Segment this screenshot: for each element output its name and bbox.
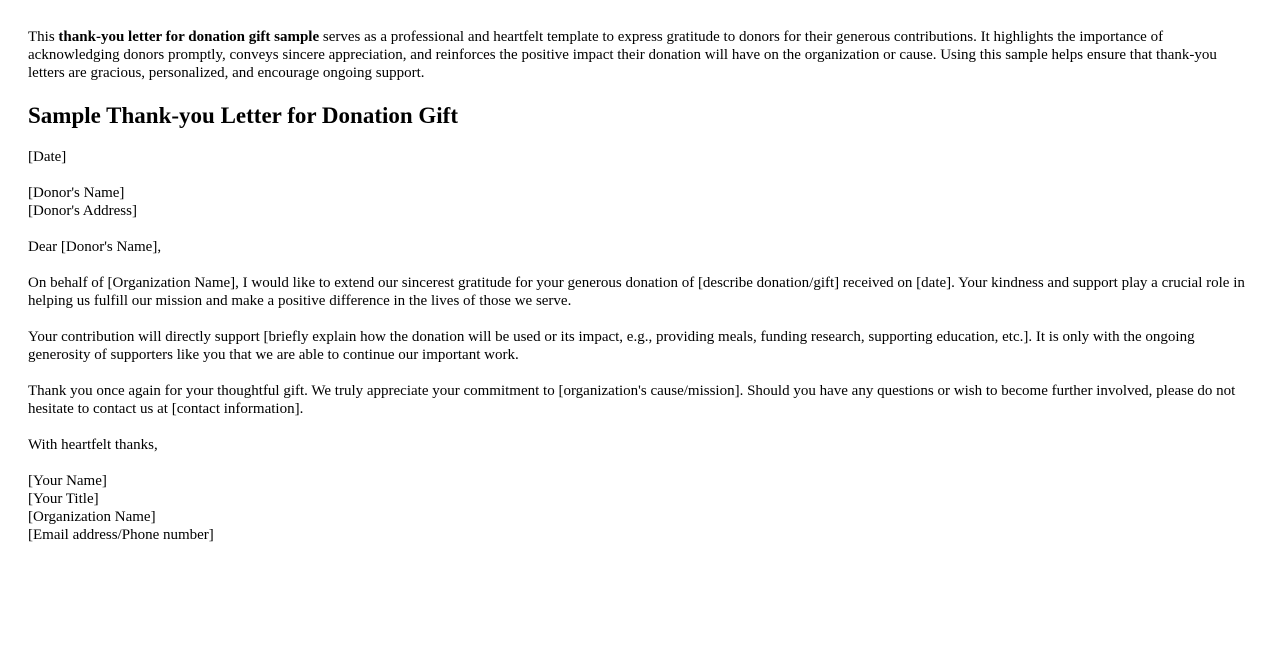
letter-paragraph-3: Thank you once again for your thoughtful gift. We truly appreciate your commitment to [organization's cause/mission]. Should you have any questions or wish to become further involved, please do not hesitate to contact us at [contact information].: [28, 383, 1236, 417]
donor-block: [28, 184, 1250, 220]
letter-paragraph-1: On behalf of [Organization Name], I would like to extend our sincerest gratitude for your generous donation of [describe donation/gift] received on [date]. Your kindness and support play a crucial role in helping us fulfill our mission and make a positive difference in the lives of those we serve.: [28, 275, 1245, 309]
signature-title: [Your Title]: [28, 491, 99, 507]
letter-closing: With heartfelt thanks,: [28, 437, 158, 453]
signature-contact: [Email address/Phone number]: [28, 527, 214, 543]
intro-suffix: serves as a professional and heartfelt template to express gratitude to donors for their generous contributions. It highlights the importance of acknowledging donors promptly, conveys sincere appreciation, and reinforces the positive impact their donation will have on the organization or cause. Using this sample helps ensure that thank-you letters are gracious, personalized, and encourage ongoing support.: [28, 29, 1217, 81]
page-title: Sample Thank-you Letter for Donation Gift: [28, 103, 459, 128]
donor-name: [Donor's Name]: [28, 185, 125, 201]
donor-address: [Donor's Address]: [28, 203, 137, 219]
signature-name: [Your Name]: [28, 473, 107, 489]
intro-paragraph: [28, 28, 1250, 82]
letter-salutation: Dear [Donor's Name],: [28, 239, 162, 255]
intro-prefix: This: [28, 29, 59, 45]
intro-bold-phrase: thank-you letter for donation gift sample: [58, 29, 320, 45]
letter-date: [Date]: [28, 149, 67, 165]
signature-block: [28, 472, 1250, 544]
letter-paragraph-2: Your contribution will directly support [briefly explain how the donation will be used or its impact, e.g., providing meals, funding research, supporting education, etc.]. It is only with the ongoing generosity of supporters like you that we are able to continue our important work.: [28, 329, 1195, 363]
document-page: [28, 28, 1250, 562]
signature-organization: [Organization Name]: [28, 509, 156, 525]
